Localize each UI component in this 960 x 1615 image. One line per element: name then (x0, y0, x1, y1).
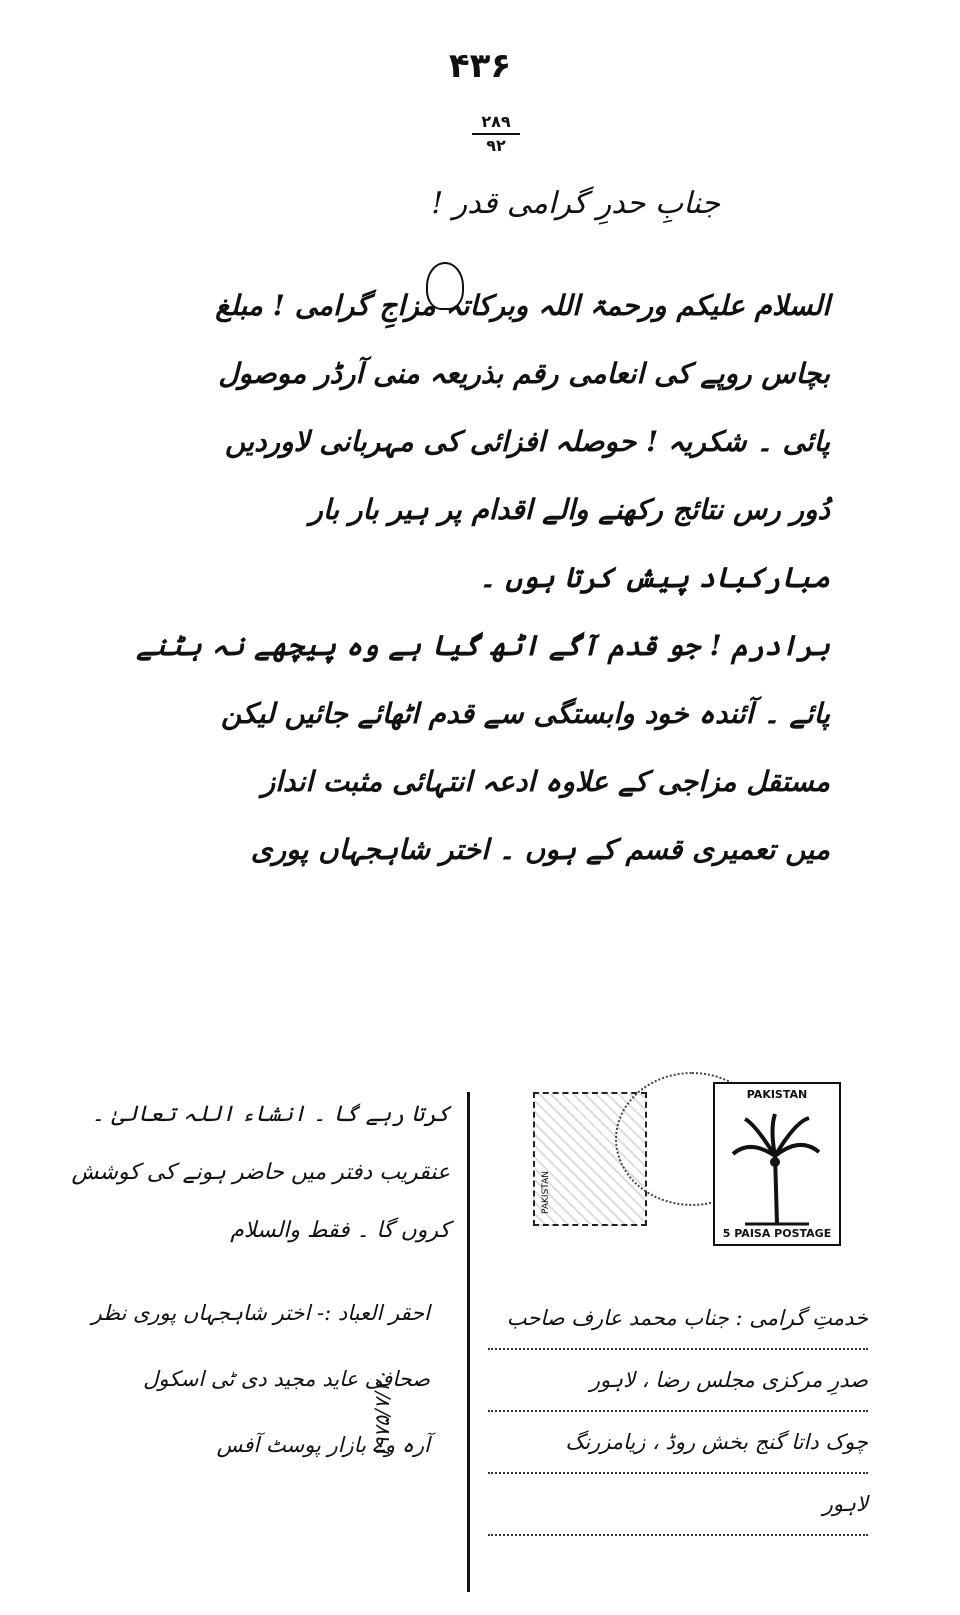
reference-bottom: ۹۲ (486, 136, 506, 155)
reference-divider (472, 133, 520, 135)
body-line: برادرم ! جو قدم آگے اٹھ گیا ہے وہ پیچھے نہ ہٹنے (136, 629, 830, 662)
continuation-line: کرتا رہے گا ۔ انشاء اللہ تعالیٰ ۔ (91, 1102, 450, 1127)
postage-stamp-right (713, 1082, 841, 1246)
stamp-left-text: PAKISTAN (541, 1171, 551, 1214)
body-line: مبارکباد پیش کرتا ہوں ۔ (479, 561, 830, 594)
address-line: چوک داتا گنج بخش روڈ ، زیامزرنگ (488, 1412, 868, 1474)
signature-line: آرہ وے بازار پوسٹ آفس (216, 1433, 430, 1457)
body-line: دُور رس نتائج رکھنے والے اقدام پر ہیر بار بار (309, 493, 830, 526)
postcard-divider (467, 1092, 470, 1592)
address-line: خدمتِ گرامی : جناب محمد عارف صاحب (488, 1288, 868, 1350)
stamp-area (525, 1072, 845, 1252)
signature-line: صحافی عاید مجید دی ٹی اسکول (143, 1367, 430, 1391)
address-line: صدرِ مرکزی مجلس رضا ، لاہور (488, 1350, 868, 1412)
body-line: مستقل مزاجی کے علاوہ ادعہ انتہائی مثبت انداز (261, 765, 830, 798)
salutation: جنابِ حدرِ گرامی قدر ! (431, 186, 720, 221)
letter-continuation (71, 1086, 450, 1260)
signature-line: احقر العباد :- اختر شاہجہاں پوری نظر (91, 1301, 430, 1325)
reference-number (468, 112, 524, 156)
body-line: پائی ۔ شکریہ ! حوصلہ افزائی کی مہربانی لاوردیں (224, 425, 830, 458)
body-line: پائے ۔ آئندہ خود وابستگی سے قدم اٹھائے جائیں لیکن (221, 697, 830, 730)
address-line: لاہور (488, 1474, 868, 1536)
body-line: میں تعمیری قسم کے ہوں ۔ اختر شاہجہاں پوری (250, 833, 830, 866)
address-block (488, 1288, 868, 1536)
letter-body (136, 272, 830, 884)
reference-top: ۲۸۹ (481, 112, 511, 131)
palm-tree-icon (715, 1084, 839, 1244)
stamp-country: PAKISTAN (746, 1088, 808, 1101)
body-line: بچاس روپے کی انعامی رقم بذریعہ منی آرڈر موصول (218, 357, 830, 390)
date-note: ۱۹۷۵/۷/۲۰ (370, 1370, 394, 1460)
stamp-value: 5 PAISA POSTAGE (722, 1227, 832, 1240)
continuation-line: عنقریب دفتر میں حاضر ہونے کی کوشش (71, 1160, 450, 1185)
body-line: السلام علیکم ورحمۃ اللہ وبرکاتہ مزاجِ گرامی ! مبلغ (215, 289, 830, 322)
continuation-line: کروں گا ۔ فقط والسلام (230, 1218, 450, 1243)
page-number: ۴۳۶ (448, 46, 512, 86)
